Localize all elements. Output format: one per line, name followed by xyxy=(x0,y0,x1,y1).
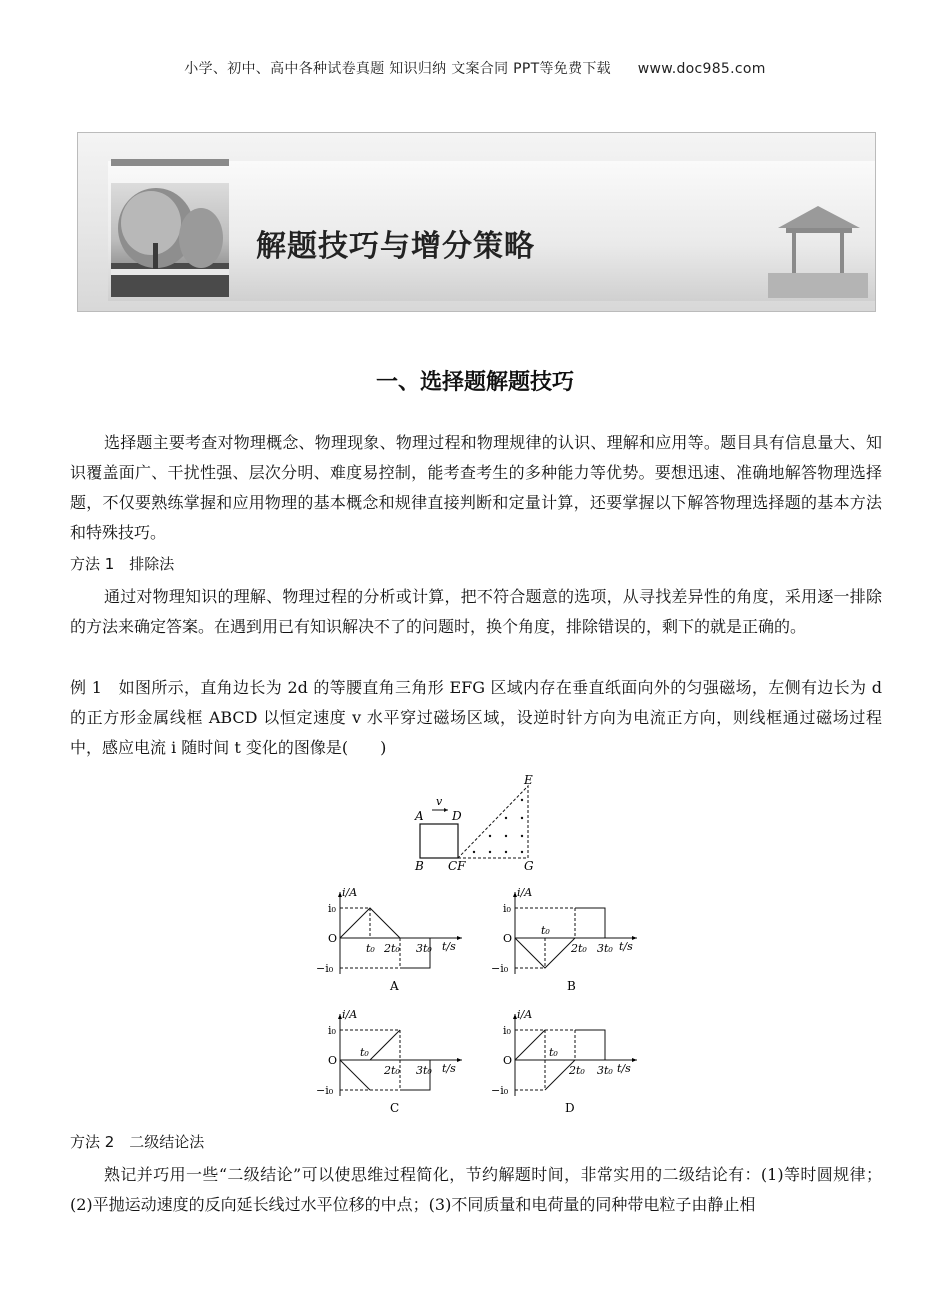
header-url[interactable]: www.doc985.com xyxy=(637,61,766,77)
svg-text:i/A: i/A xyxy=(517,1008,533,1021)
svg-text:O: O xyxy=(503,932,513,945)
method2-title: 方法 2 二级结论法 xyxy=(70,1133,205,1151)
svg-text:O: O xyxy=(503,1054,513,1067)
field-triangle xyxy=(458,786,528,858)
method1-title: 方法 1 排除法 xyxy=(70,555,175,573)
svg-text:t/s: t/s xyxy=(619,940,633,953)
label-g: G xyxy=(524,859,534,872)
graph-c xyxy=(316,1008,462,1115)
winter-tree-photo xyxy=(111,183,229,297)
svg-text:t₀: t₀ xyxy=(549,1046,558,1059)
svg-text:−i₀: −i₀ xyxy=(491,962,509,975)
svg-text:B: B xyxy=(567,979,576,993)
label-e: E xyxy=(524,773,533,787)
svg-text:t/s: t/s xyxy=(442,1062,456,1075)
svg-text:t₀: t₀ xyxy=(366,942,375,955)
svg-text:i₀: i₀ xyxy=(503,902,511,915)
svg-text:A: A xyxy=(390,979,399,993)
header-text: 小学、初中、高中各种试卷真题 知识归纳 文案合同 PPT等免费下载 xyxy=(184,61,611,77)
graph-b xyxy=(491,886,637,993)
svg-text:2t₀: 2t₀ xyxy=(384,942,400,955)
svg-text:2t₀: 2t₀ xyxy=(384,1064,400,1077)
svg-text:2t₀: 2t₀ xyxy=(569,1064,585,1077)
graph-a xyxy=(316,886,462,993)
options-graphs xyxy=(312,884,642,1124)
example1-text: 例 1 如图所示，直角边长为 2d 的等腰直角三角形 EFG 区域内存在垂直纸面向外的匀强磁场，左侧有边长为 d 的正方形金属线框 ABCD 以恒定速度 v 水平穿过磁场区域，设逆时针方向为电流正方向，则线框通过磁场过程中，感应电流 i 随时间 t 变化的图像是( ) xyxy=(70,678,882,757)
svg-text:t/s: t/s xyxy=(442,940,456,953)
banner-title: 解题技巧与增分策略 xyxy=(256,229,535,264)
svg-text:D: D xyxy=(565,1101,575,1115)
label-v: v xyxy=(436,795,443,808)
svg-text:t₀: t₀ xyxy=(541,924,550,937)
svg-text:t/s: t/s xyxy=(617,1062,631,1075)
label-b: B xyxy=(415,859,424,872)
svg-text:i/A: i/A xyxy=(342,886,358,899)
svg-text:i₀: i₀ xyxy=(328,902,336,915)
label-d: D xyxy=(452,809,462,823)
svg-text:i₀: i₀ xyxy=(503,1024,511,1037)
label-a: A xyxy=(415,809,424,823)
square-loop xyxy=(420,824,458,858)
svg-text:−i₀: −i₀ xyxy=(491,1084,509,1097)
svg-text:i/A: i/A xyxy=(517,886,533,899)
svg-text:C: C xyxy=(390,1101,400,1115)
svg-text:3t₀: 3t₀ xyxy=(416,1064,432,1077)
svg-text:−i₀: −i₀ xyxy=(316,962,334,975)
section-title: 一、选择题解题技巧 xyxy=(375,370,574,395)
title-banner xyxy=(77,132,876,312)
field-dots xyxy=(473,799,523,853)
method1-text: 通过对物理知识的理解、物理过程的分析或计算，把不符合题意的选项，从寻找差异性的角度，采用逐一排除的方法来确定答案。在遇到用已有知识解决不了的问题时，换个角度，排除错误的，剩下的就是正确的。 xyxy=(70,587,882,636)
pavilion-silhouette xyxy=(768,188,868,298)
page-header xyxy=(0,58,950,78)
graph-d xyxy=(491,1008,637,1115)
svg-text:3t₀: 3t₀ xyxy=(597,942,613,955)
intro-paragraph: 选择题主要考查对物理概念、物理现象、物理过程和物理规律的认识、理解和应用等。题目具有信息量大、知识覆盖面广、干扰性强、层次分明、难度易控制，能考查考生的多种能力等优势。要想迅速、准确地解答物理选择题，不仅要熟练掌握和应用物理的基本概念和规律直接判断和定量计算，还要掌握以下解答物理选择题的基本方法和特殊技巧。 xyxy=(70,433,882,542)
setup-diagram xyxy=(410,772,550,872)
svg-text:t₀: t₀ xyxy=(360,1046,369,1059)
method2-text: 熟记并巧用一些“二级结论”可以使思维过程简化，节约解题时间，非常实用的二级结论有：(1)等时圆规律；(2)平抛运动速度的反向延长线过水平位移的中点；(3)不同质量和电荷量的同种带电粒子由静止相 xyxy=(70,1165,882,1214)
label-cf: CF xyxy=(448,859,466,872)
svg-text:O: O xyxy=(328,932,338,945)
svg-text:i/A: i/A xyxy=(342,1008,358,1021)
svg-text:i₀: i₀ xyxy=(328,1024,336,1037)
svg-text:3t₀: 3t₀ xyxy=(416,942,432,955)
svg-text:O: O xyxy=(328,1054,338,1067)
svg-text:2t₀: 2t₀ xyxy=(571,942,587,955)
svg-text:3t₀: 3t₀ xyxy=(597,1064,613,1077)
svg-text:−i₀: −i₀ xyxy=(316,1084,334,1097)
banner-accent-bar xyxy=(111,159,229,166)
